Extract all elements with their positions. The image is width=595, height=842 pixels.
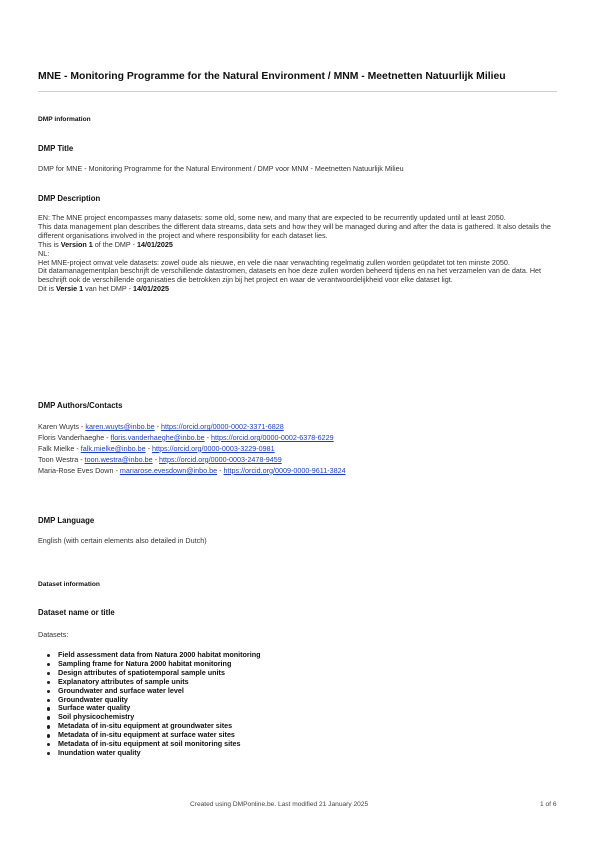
- description-en-line1: EN: The MNE project encompasses many datasets: some old, some new, and many that are expected to be recurrently updated until at least 2050.: [38, 213, 506, 222]
- description-nl-line1: Het MNE-project omvat vele datasets: zowel oude als nieuwe, en vele die naar verwachting regelmatig zullen worden geüpdatet tot ten minste 2050.: [38, 257, 510, 267]
- title-divider: [38, 91, 557, 92]
- document-title: MNE - Monitoring Programme for the Natural Environment / MNM - Meetnetten Natuurlijk Milieu: [38, 71, 506, 82]
- author-orcid-link[interactable]: https://orcid.org/0000-0002-3371-6828: [161, 422, 284, 431]
- en-version-label: Version 1: [60, 239, 93, 249]
- author-name: Falk Mielke: [38, 443, 75, 453]
- dmp-description-heading: DMP Description: [38, 194, 101, 203]
- list-item: Metadata of in-situ equipment at soil monitoring sites: [58, 740, 261, 749]
- author-orcid-link[interactable]: https://orcid.org/0000-0002-6378-6229: [211, 432, 334, 442]
- description-nl-label: NL:: [38, 248, 50, 258]
- nl-version-middle: van het DMP -: [83, 284, 133, 294]
- dmp-language-text: English (with certain elements also detailed in Dutch): [38, 536, 207, 545]
- list-item: Design attributes of spatiotemporal sample units: [58, 669, 261, 678]
- author-name: Karen Wuyts: [38, 422, 80, 431]
- datasets-list: [38, 651, 261, 758]
- list-item: Sampling frame for Natura 2000 habitat monitoring: [58, 660, 261, 669]
- description-nl-version: [38, 285, 558, 294]
- list-item: Groundwater quality: [58, 696, 261, 705]
- author-row: [38, 422, 558, 433]
- separator: -: [79, 422, 86, 431]
- author-name: Floris Vanderhaeghe: [38, 432, 105, 442]
- dmp-title-text: DMP for MNE - Monitoring Programme for the Natural Environment / DMP voor MNM - Meetnetten Natuurlijk Milieu: [38, 164, 404, 173]
- section-heading-dmp-information: DMP information: [38, 116, 91, 123]
- dataset-name-heading: Dataset name or title: [38, 608, 115, 617]
- list-item: Surface water quality: [58, 704, 261, 713]
- list-item: Groundwater and surface water level: [58, 687, 261, 696]
- list-item: Soil physicochemistry: [58, 713, 261, 722]
- separator: -: [152, 454, 160, 464]
- footer-page-number: 1 of 6: [540, 801, 557, 808]
- author-email-link[interactable]: mariarose.evesdown@inbo.be: [119, 465, 218, 475]
- author-email-link[interactable]: karen.wuyts@inbo.be: [85, 422, 155, 431]
- author-orcid-link[interactable]: https://orcid.org/0009-0000-9611-3824: [223, 465, 346, 475]
- list-item: Metadata of in-situ equipment at surface water sites: [58, 731, 261, 740]
- separator: -: [74, 443, 81, 453]
- author-orcid-link[interactable]: https://orcid.org/0000-0003-3229-0981: [151, 443, 275, 453]
- en-version-middle: of the DMP -: [92, 239, 137, 249]
- separator: -: [145, 443, 152, 453]
- list-item: Field assessment data from Natura 2000 habitat monitoring: [58, 650, 261, 659]
- author-row: [38, 433, 558, 444]
- description-nl-line2: Dit datamanagementplan beschrijft de verschillende datastromen, datasets en hoe deze zullen worden beheerd tijdens en na het verzamelen van de data. Het beschrijft ook de verschillende organisaties die betrokken zijn bij het project en waar de verantwoordelijkheid voor elke dataset ligt.: [38, 266, 542, 285]
- list-item: Explanatory attributes of sample units: [58, 678, 261, 687]
- dmp-authors-heading: DMP Authors/Contacts: [38, 401, 123, 410]
- author-orcid-link[interactable]: https://orcid.org/0000-0003-2478-9459: [159, 454, 282, 464]
- nl-version-label: Versie 1: [55, 284, 84, 294]
- separator: -: [154, 422, 162, 431]
- separator: -: [113, 465, 120, 475]
- author-email-link[interactable]: falk.mielke@inbo.be: [80, 443, 146, 453]
- list-item: Metadata of in-situ equipment at groundwater sites: [58, 722, 261, 731]
- dmp-language-heading: DMP Language: [38, 516, 95, 525]
- author-row: [38, 466, 558, 477]
- section-heading-dataset-information: Dataset information: [38, 581, 100, 588]
- nl-version-date: 14/01/2025: [132, 284, 169, 294]
- dmp-description: [38, 214, 558, 294]
- separator: -: [104, 432, 111, 442]
- dmp-title-heading: DMP Title: [38, 144, 74, 153]
- author-email-link[interactable]: toon.westra@inbo.be: [84, 454, 153, 464]
- footer-created-text: Created using DMPonline.be. Last modified 21 January 2025: [190, 801, 369, 808]
- separator: -: [217, 465, 224, 475]
- en-version-prefix: This is: [38, 239, 61, 249]
- description-en-line2: This data management plan describes the different data streams, data sets and how they will be managed during and after the data is gathered. It also details the different organisations involved in the project and where responsibility for each dataset lies.: [38, 221, 551, 240]
- author-row: [38, 455, 558, 466]
- separator: -: [78, 454, 85, 464]
- author-name: Maria-Rose Eves Down: [38, 465, 114, 475]
- separator: -: [204, 432, 211, 442]
- nl-version-prefix: Dit is: [38, 284, 56, 294]
- author-name: Toon Westra: [38, 454, 79, 464]
- author-row: [38, 444, 558, 455]
- description-en-version: [38, 241, 558, 250]
- list-item: Inundation water quality: [58, 749, 261, 758]
- author-email-link[interactable]: floris.vanderhaeghe@inbo.be: [110, 432, 205, 442]
- datasets-label: Datasets:: [38, 630, 69, 639]
- authors-list: [38, 422, 558, 477]
- en-version-date: 14/01/2025: [136, 239, 173, 249]
